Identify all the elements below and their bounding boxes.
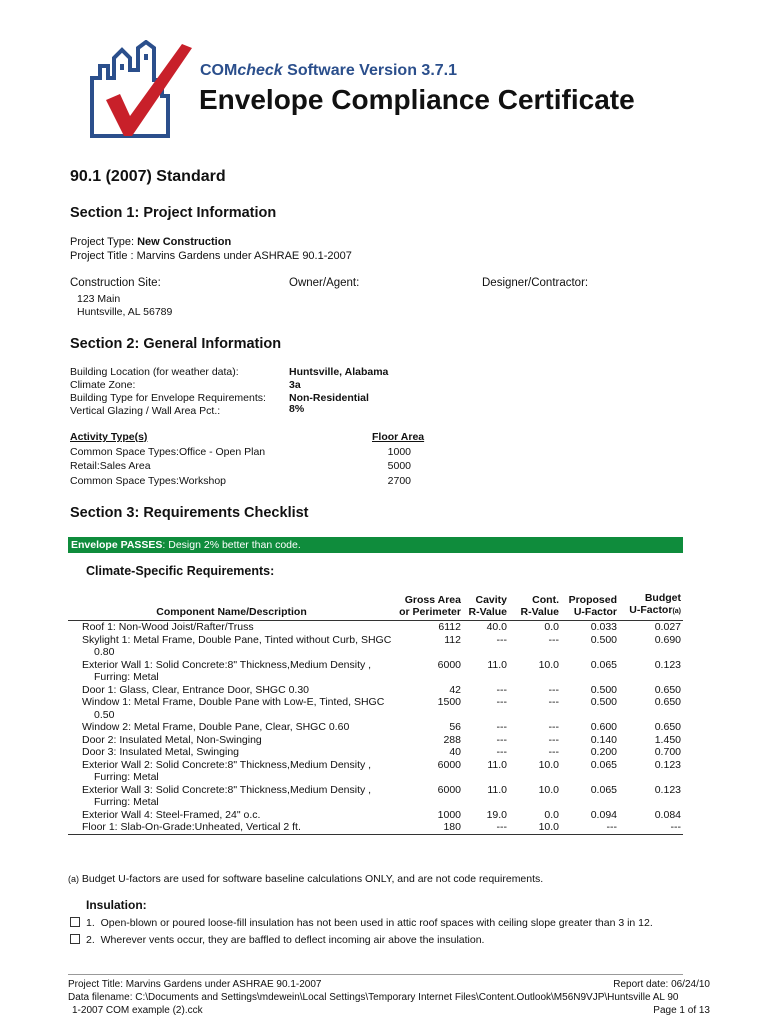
field-value: Non-Residential bbox=[289, 392, 369, 404]
cell-area: 56 bbox=[449, 721, 461, 733]
footer-data-filename: Data filename: C:\Documents and Settings\mdewein\Local Settings\Temporary Internet Files\Content.Outlook\M56N9VJP\Huntsville AL 90 bbox=[68, 992, 679, 1003]
cell-area: 40 bbox=[449, 746, 461, 758]
cell-area: 1000 bbox=[437, 808, 461, 821]
climate-requirements-heading: Climate-Specific Requirements: bbox=[86, 564, 275, 578]
cell-cavity: 11.0 bbox=[487, 783, 507, 796]
cell-proposed: 0.033 bbox=[590, 621, 617, 633]
activity-area: 1000 bbox=[387, 446, 411, 458]
cell-area: 6000 bbox=[437, 758, 461, 771]
cell-budget: 0.084 bbox=[654, 808, 681, 821]
address-line2: Huntsville, AL 56789 bbox=[77, 306, 173, 318]
table-row bbox=[68, 659, 683, 684]
footer-data-filename-cont: 1-2007 COM example (2).cck bbox=[72, 1005, 203, 1016]
project-title: Project Title : Marvins Gardens under ASHRAE 90.1-2007 bbox=[70, 250, 352, 262]
table-row bbox=[68, 734, 683, 747]
cell-cavity: 11.0 bbox=[487, 658, 507, 671]
activity-type: Retail:Sales Area bbox=[70, 460, 151, 472]
component-description: Window 2: Metal Frame, Double Pane, Clear, SHGC 0.60 bbox=[82, 721, 350, 733]
component-description: Skylight 1: Metal Frame, Double Pane, Tinted without Curb, SHGC 0.80 bbox=[82, 633, 392, 658]
cell-cont: --- bbox=[548, 746, 559, 758]
activity-type: Common Space Types:Workshop bbox=[70, 475, 227, 487]
cell-cavity: 40.0 bbox=[486, 621, 507, 633]
footer-page-number: Page 1 of 13 bbox=[653, 1005, 710, 1016]
component-description: Exterior Wall 2: Solid Concrete:8" Thickness,Medium Density , Furring: Metal bbox=[82, 758, 372, 783]
cell-area: 288 bbox=[443, 733, 461, 746]
component-description: Exterior Wall 4: Steel-Framed, 24" o.c. bbox=[82, 808, 261, 821]
cell-budget: 0.123 bbox=[654, 658, 681, 671]
cell-cont: 0.0 bbox=[544, 621, 559, 633]
field-label: Building Location (for weather data): bbox=[70, 366, 239, 378]
table-row bbox=[68, 684, 683, 697]
column-header-proposed: Proposed U-Factor bbox=[568, 594, 617, 618]
cell-cavity: 11.0 bbox=[487, 758, 507, 771]
cell-cont: 10.0 bbox=[538, 821, 559, 833]
cell-budget: 0.123 bbox=[654, 758, 681, 771]
table-row bbox=[68, 784, 683, 809]
address-line1: 123 Main bbox=[77, 293, 121, 305]
field-label: Climate Zone: bbox=[70, 379, 136, 391]
cell-proposed: 0.065 bbox=[590, 758, 617, 771]
cell-cavity: --- bbox=[496, 633, 507, 646]
checkbox-icon[interactable] bbox=[70, 934, 80, 944]
cell-cavity: --- bbox=[496, 721, 507, 733]
cell-cavity: --- bbox=[496, 733, 507, 746]
table-row bbox=[68, 634, 683, 659]
column-header-cont: Cont. R-Value bbox=[520, 594, 559, 618]
cell-area: 1500 bbox=[437, 696, 461, 708]
cell-proposed: 0.094 bbox=[590, 808, 617, 821]
cell-cavity: --- bbox=[496, 746, 507, 758]
cell-cont: --- bbox=[548, 733, 559, 746]
component-description: Exterior Wall 1: Solid Concrete:8" Thickness,Medium Density , Furring: Metal bbox=[82, 658, 372, 683]
field-value: 3a bbox=[289, 379, 301, 391]
footnote: (a) Budget U-factors are used for software baseline calculations ONLY, and are not code requirements. bbox=[68, 873, 544, 885]
table-row bbox=[68, 621, 683, 634]
cell-budget: 1.450 bbox=[654, 733, 681, 746]
owner-agent-label: Owner/Agent: bbox=[289, 277, 360, 289]
cell-proposed: 0.500 bbox=[590, 683, 617, 696]
cell-area: 6000 bbox=[437, 783, 461, 796]
cell-area: 180 bbox=[443, 821, 461, 833]
field-label: Building Type for Envelope Requirements: bbox=[70, 392, 266, 404]
cell-cavity: 19.0 bbox=[486, 808, 507, 821]
section1-heading: Section 1: Project Information bbox=[70, 205, 277, 221]
activity-type: Common Space Types:Office - Open Plan bbox=[70, 446, 266, 458]
cell-proposed: 0.200 bbox=[590, 746, 617, 758]
column-header-component: Component Name/Description bbox=[156, 606, 307, 618]
checkbox-icon[interactable] bbox=[70, 917, 80, 927]
cell-proposed: 0.065 bbox=[590, 658, 617, 671]
cell-cont: 0.0 bbox=[544, 808, 559, 821]
footer-report-date: Report date: 06/24/10 bbox=[613, 979, 710, 990]
cell-budget: 0.650 bbox=[654, 696, 681, 708]
cell-cont: --- bbox=[548, 721, 559, 733]
envelope-pass-banner: Envelope PASSES: Design 2% better than code. bbox=[68, 537, 683, 553]
insulation-heading: Insulation: bbox=[86, 898, 147, 912]
cell-cont: 10.0 bbox=[538, 783, 559, 796]
table-row bbox=[68, 809, 683, 822]
column-header-budget: Budget U-Factor(a) bbox=[629, 592, 681, 616]
cell-proposed: 0.065 bbox=[590, 783, 617, 796]
component-description: Door 1: Glass, Clear, Entrance Door, SHGC 0.30 bbox=[82, 683, 310, 696]
requirements-table bbox=[68, 592, 683, 835]
column-header-gross-area: Gross Area or Perimeter bbox=[399, 594, 461, 618]
certificate-title: Envelope Compliance Certificate bbox=[199, 84, 635, 115]
cell-area: 112 bbox=[444, 633, 461, 646]
cell-budget: 0.690 bbox=[654, 633, 681, 646]
cell-budget: 0.123 bbox=[654, 783, 681, 796]
cell-budget: 0.650 bbox=[654, 721, 681, 733]
section3-heading: Section 3: Requirements Checklist bbox=[70, 505, 309, 521]
column-header-cavity: Cavity R-Value bbox=[468, 594, 507, 618]
cell-area: 6112 bbox=[438, 621, 461, 633]
cell-cont: 10.0 bbox=[538, 758, 559, 771]
cell-cavity: --- bbox=[496, 821, 507, 833]
app-version-line: COMcheck Software Version 3.7.1 bbox=[200, 62, 457, 79]
section2-heading: Section 2: General Information bbox=[70, 336, 282, 352]
component-description: Door 2: Insulated Metal, Non-Swinging bbox=[82, 733, 262, 746]
cell-cont: --- bbox=[548, 696, 559, 708]
cell-cavity: --- bbox=[496, 696, 507, 708]
component-description: Window 1: Metal Frame, Double Pane with Low-E, Tinted, SHGC 0.50 bbox=[82, 696, 385, 721]
table-row bbox=[68, 696, 683, 721]
cell-budget: 0.650 bbox=[654, 683, 681, 696]
cell-cont: --- bbox=[548, 683, 559, 696]
activity-area: 2700 bbox=[387, 475, 411, 487]
construction-site-label: Construction Site: bbox=[70, 277, 161, 289]
cell-budget: --- bbox=[670, 821, 681, 833]
component-description: Exterior Wall 3: Solid Concrete:8" Thickness,Medium Density , Furring: Metal bbox=[82, 783, 372, 808]
activity-type-header: Activity Type(s) bbox=[70, 431, 148, 443]
field-value: Huntsville, Alabama bbox=[289, 366, 389, 378]
cell-proposed: 0.600 bbox=[590, 721, 617, 733]
activity-area: 5000 bbox=[387, 460, 411, 472]
cell-area: 6000 bbox=[437, 658, 461, 671]
cell-budget: 0.027 bbox=[654, 621, 681, 633]
comcheck-logo-icon bbox=[86, 40, 196, 140]
component-description: Roof 1: Non-Wood Joist/Rafter/Truss bbox=[82, 621, 254, 633]
footer-project-title: Project Title: Marvins Gardens under ASHRAE 90.1-2007 bbox=[68, 979, 322, 990]
cell-proposed: 0.140 bbox=[590, 733, 617, 746]
cell-budget: 0.700 bbox=[654, 746, 681, 758]
floor-area-header: Floor Area bbox=[372, 431, 425, 443]
table-row bbox=[68, 721, 683, 734]
cell-area: 42 bbox=[449, 683, 461, 696]
component-description: Door 3: Insulated Metal, Swinging bbox=[82, 746, 240, 758]
project-type: Project Type: New Construction bbox=[70, 236, 232, 248]
standard-heading: 90.1 (2007) Standard bbox=[70, 168, 226, 185]
cell-cavity: --- bbox=[496, 683, 507, 696]
cell-cont: --- bbox=[548, 633, 559, 646]
cell-proposed: --- bbox=[606, 821, 617, 833]
designer-contractor-label: Designer/Contractor: bbox=[482, 277, 589, 289]
cell-proposed: 0.500 bbox=[590, 696, 617, 708]
table-row bbox=[68, 759, 683, 784]
component-description: Floor 1: Slab-On-Grade:Unheated, Vertical 2 ft. bbox=[82, 821, 301, 833]
table-row bbox=[68, 746, 683, 759]
field-label: Vertical Glazing / Wall Area Pct.: bbox=[70, 405, 221, 417]
field-value: 8% bbox=[289, 403, 305, 415]
insulation-item: 2. Wherever vents occur, they are baffled to deflect incoming air above the insulation. bbox=[70, 934, 484, 946]
footer-divider bbox=[68, 974, 683, 975]
insulation-item: 1. Open-blown or poured loose-fill insulation has not been used in attic roof spaces with ceiling slope greater than 3 in 12. bbox=[70, 917, 653, 929]
table-row bbox=[68, 821, 683, 834]
cell-proposed: 0.500 bbox=[590, 633, 617, 646]
cell-cont: 10.0 bbox=[538, 658, 559, 671]
